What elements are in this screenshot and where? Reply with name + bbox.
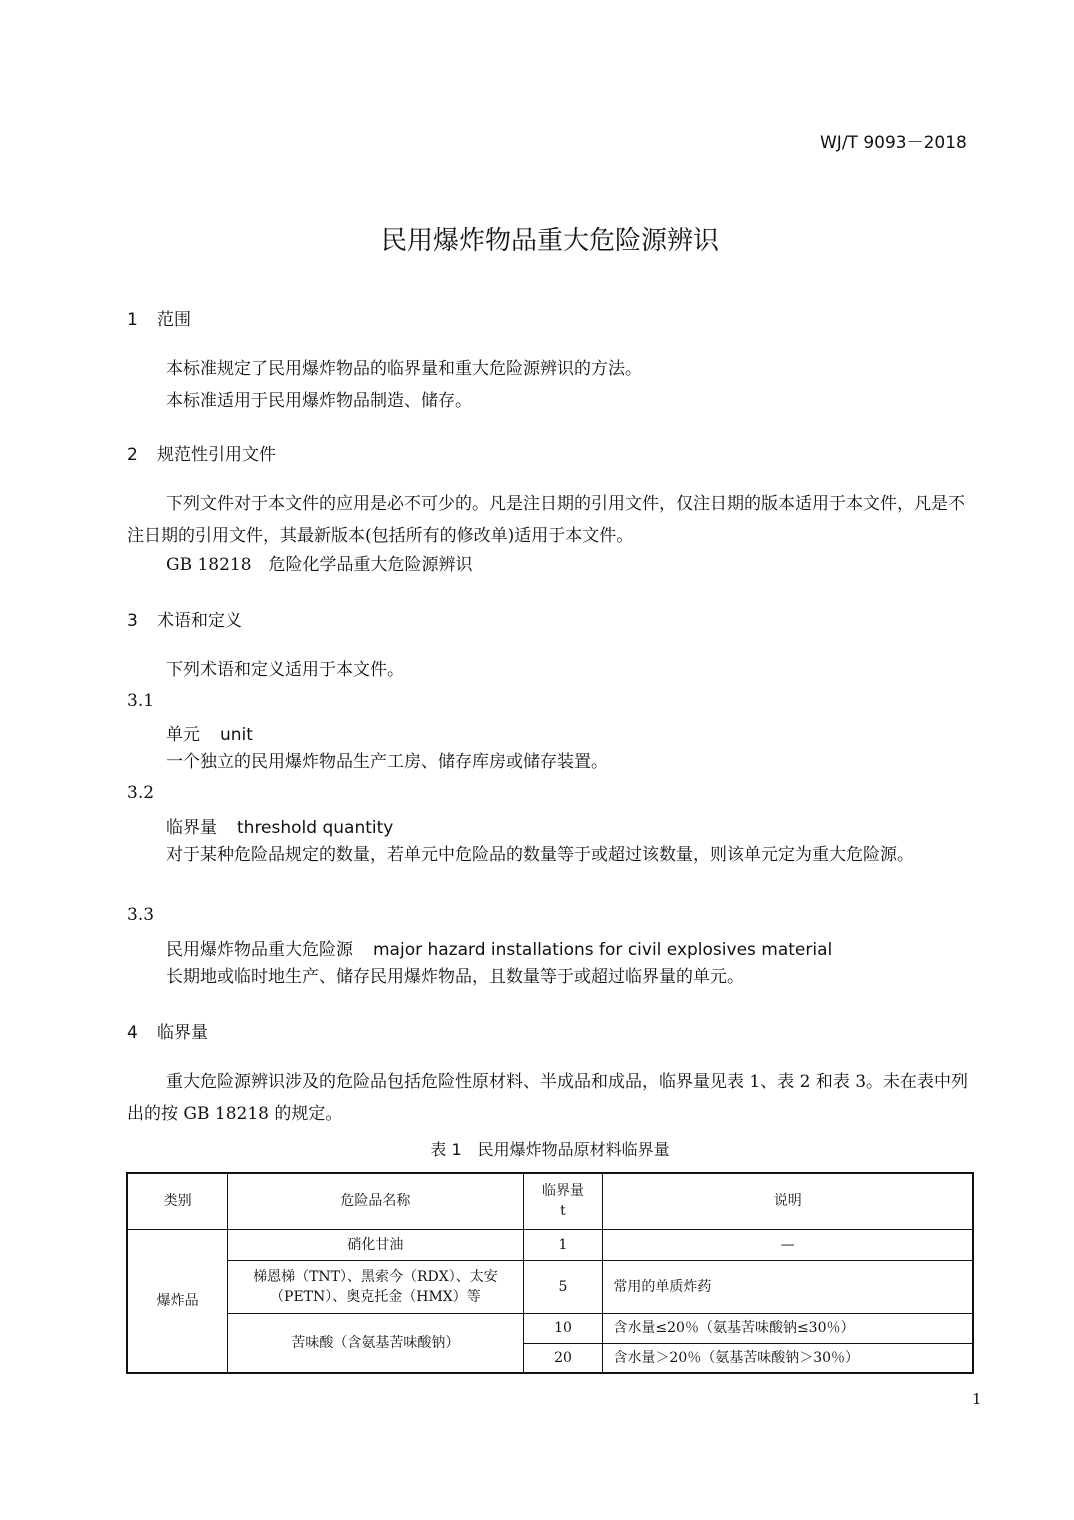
table-row <box>127 1260 973 1313</box>
term-entry <box>166 935 832 960</box>
section-number: 2 <box>127 445 138 465</box>
name-cell: 硝化甘油 <box>228 1229 523 1260</box>
header-quantity-label: 临界量 <box>541 1183 584 1200</box>
section-number: 4 <box>127 1023 138 1043</box>
term-en: unit <box>220 725 253 745</box>
term-cn: 单元 <box>166 725 200 745</box>
header-note: 说明 <box>603 1173 973 1229</box>
threshold-table <box>126 1172 974 1374</box>
term-number: 3.2 <box>127 783 155 803</box>
section-2-heading <box>127 440 276 465</box>
section-3-heading <box>127 606 242 631</box>
section-title: 临界量 <box>157 1023 208 1043</box>
table-row <box>127 1313 973 1343</box>
standard-code: WJ/T 9093－2018 <box>820 133 967 153</box>
table-row <box>127 1229 973 1260</box>
note-cell: 常用的单质炸药 <box>603 1260 973 1313</box>
section-1-heading <box>127 305 191 330</box>
paragraph: 本标准适用于民用爆炸物品制造、储存。 <box>166 391 472 411</box>
quantity-cell: 20 <box>523 1343 603 1373</box>
name-line: 梯恩梯（TNT）、黑索今（RDX）、太安 <box>253 1268 498 1285</box>
term-entry <box>166 720 253 745</box>
term-en: major hazard installations for civil explosives material <box>373 940 833 960</box>
header-quantity <box>523 1173 603 1229</box>
term-cn: 临界量 <box>166 818 217 838</box>
section-number: 3 <box>127 611 138 631</box>
note-cell: — <box>603 1229 973 1260</box>
header-quantity-unit: t <box>560 1203 566 1220</box>
term-number: 3.1 <box>127 691 155 711</box>
paragraph: 下列术语和定义适用于本文件。 <box>166 660 404 680</box>
document-title: 民用爆炸物品重大危险源辨识 <box>380 226 719 256</box>
category-cell: 爆炸品 <box>127 1229 228 1373</box>
quantity-cell: 5 <box>523 1260 603 1313</box>
note-cell: 含水量≤20％（氨基苦味酸钠≤30％） <box>603 1313 973 1343</box>
term-definition: 一个独立的民用爆炸物品生产工房、储存库房或储存装置。 <box>166 752 608 772</box>
term-definition: 对于某种危险品规定的数量，若单元中危险品的数量等于或超过该数量，则该单元定为重大危险源。 <box>166 845 914 865</box>
quantity-cell: 10 <box>523 1313 603 1343</box>
paragraph: 重大危险源辨识涉及的危险品包括危险性原材料、半成品和成品，临界量见表 1、表 2 和表 3。未在表中列出的按 GB 18218 的规定。 <box>127 1072 969 1124</box>
section-title: 术语和定义 <box>157 611 242 631</box>
name-line: （PETN）、奥克托金（HMX）等 <box>270 1288 481 1305</box>
note-cell: 含水量＞20％（氨基苦味酸钠＞30％） <box>603 1343 973 1373</box>
normative-reference: GB 18218 危险化学品重大危险源辨识 <box>166 555 473 575</box>
header-name: 危险品名称 <box>228 1173 523 1229</box>
table-header-row <box>127 1173 973 1229</box>
section-4-heading <box>127 1018 208 1043</box>
paragraph: 本标准规定了民用爆炸物品的临界量和重大危险源辨识的方法。 <box>166 359 642 379</box>
term-en: threshold quantity <box>237 818 394 838</box>
header-category: 类别 <box>127 1173 228 1229</box>
term-number: 3.3 <box>127 905 155 925</box>
name-cell <box>228 1260 523 1313</box>
name-cell: 苦味酸（含氨基苦味酸钠） <box>228 1313 523 1373</box>
term-entry <box>166 813 393 838</box>
quantity-cell: 1 <box>523 1229 603 1260</box>
table-caption: 表 1 民用爆炸物品原材料临界量 <box>430 1140 670 1159</box>
paragraph: 下列文件对于本文件的应用是必不可少的。凡是注日期的引用文件，仅注日期的版本适用于本文件，凡是不注日期的引用文件，其最新版本(包括所有的修改单)适用于本文件。 <box>127 494 965 546</box>
page-number: 1 <box>972 1390 982 1408</box>
section-title: 范围 <box>157 310 191 330</box>
section-title: 规范性引用文件 <box>157 445 276 465</box>
term-cn: 民用爆炸物品重大危险源 <box>166 940 353 960</box>
term-definition: 长期地或临时地生产、储存民用爆炸物品，且数量等于或超过临界量的单元。 <box>166 967 744 987</box>
section-number: 1 <box>127 310 138 330</box>
